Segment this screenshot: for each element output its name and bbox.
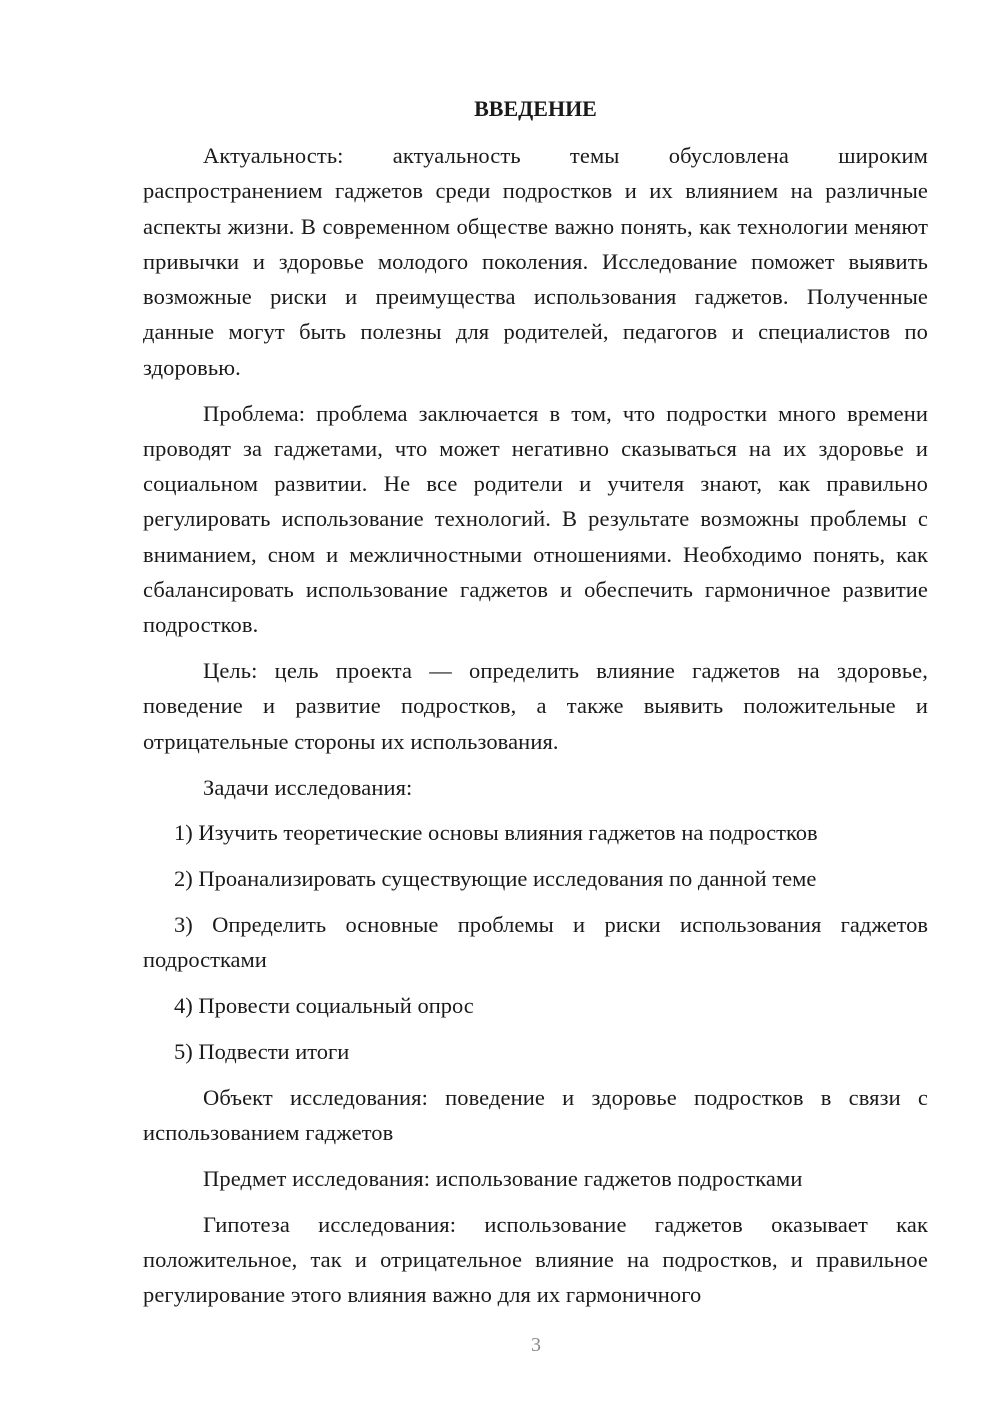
task-item-4: 4) Провести социальный опрос xyxy=(174,993,474,1019)
task-item-3: 3) Определить основные проблемы и риски использования гаджетов подростками xyxy=(143,911,928,973)
task-item-2: 2) Проанализировать существующие исследования по данной теме xyxy=(174,866,817,892)
hypothesis-paragraph: Гипотеза исследования: использование гаджетов оказывает как положительное, так и отрицательное влияние на подростков, и правильное регулирование этого влияния важно для их гармоничного xyxy=(143,1211,928,1308)
goal-paragraph: Цель: цель проекта — определить влияние гаджетов на здоровье, поведение и развитие подростков, а также выявить положительные и отрицательные стороны их использования. xyxy=(143,658,928,754)
problem-paragraph: Проблема: проблема заключается в том, что подростки много времени проводят за гаджетами, что может негативно сказываться на их здоровье и социальном развитии. Не все родители и учителя знают, как правильно регулировать использование технологий. В результате возможны проблемы с вниманием, сном и межличностными отношениями. Необходимо понять, как сбалансировать использование гаджетов и обеспечить гармоничное развитие подростков. xyxy=(143,400,928,638)
page-number: 3 xyxy=(531,1334,541,1356)
task-item-5: 5) Подвести итоги xyxy=(174,1038,350,1064)
relevance-paragraph: Актуальность: актуальность темы обусловлена широким распространением гаджетов среди подростков и их влиянием на различные аспекты жизни. В современном обществе важно понять, как технологии меняют привычки и здоровье молодого поколения. Исследование поможет выявить возможные риски и преимущества использования гаджетов. Полученные данные могут быть полезны для родителей, педагогов и специалистов по здоровью. xyxy=(143,143,928,380)
document-page xyxy=(143,94,928,1323)
object-paragraph: Объект исследования: поведение и здоровье подростков в связи с использованием гаджетов xyxy=(143,1084,928,1145)
tasks-heading: Задачи исследования: xyxy=(203,774,413,800)
section-heading: ВВЕДЕНИЕ xyxy=(474,96,597,121)
task-item-1: 1) Изучить теоретические основы влияния гаджетов на подростков xyxy=(174,820,818,846)
subject-paragraph: Предмет исследования: использование гаджетов подростками xyxy=(203,1165,803,1191)
